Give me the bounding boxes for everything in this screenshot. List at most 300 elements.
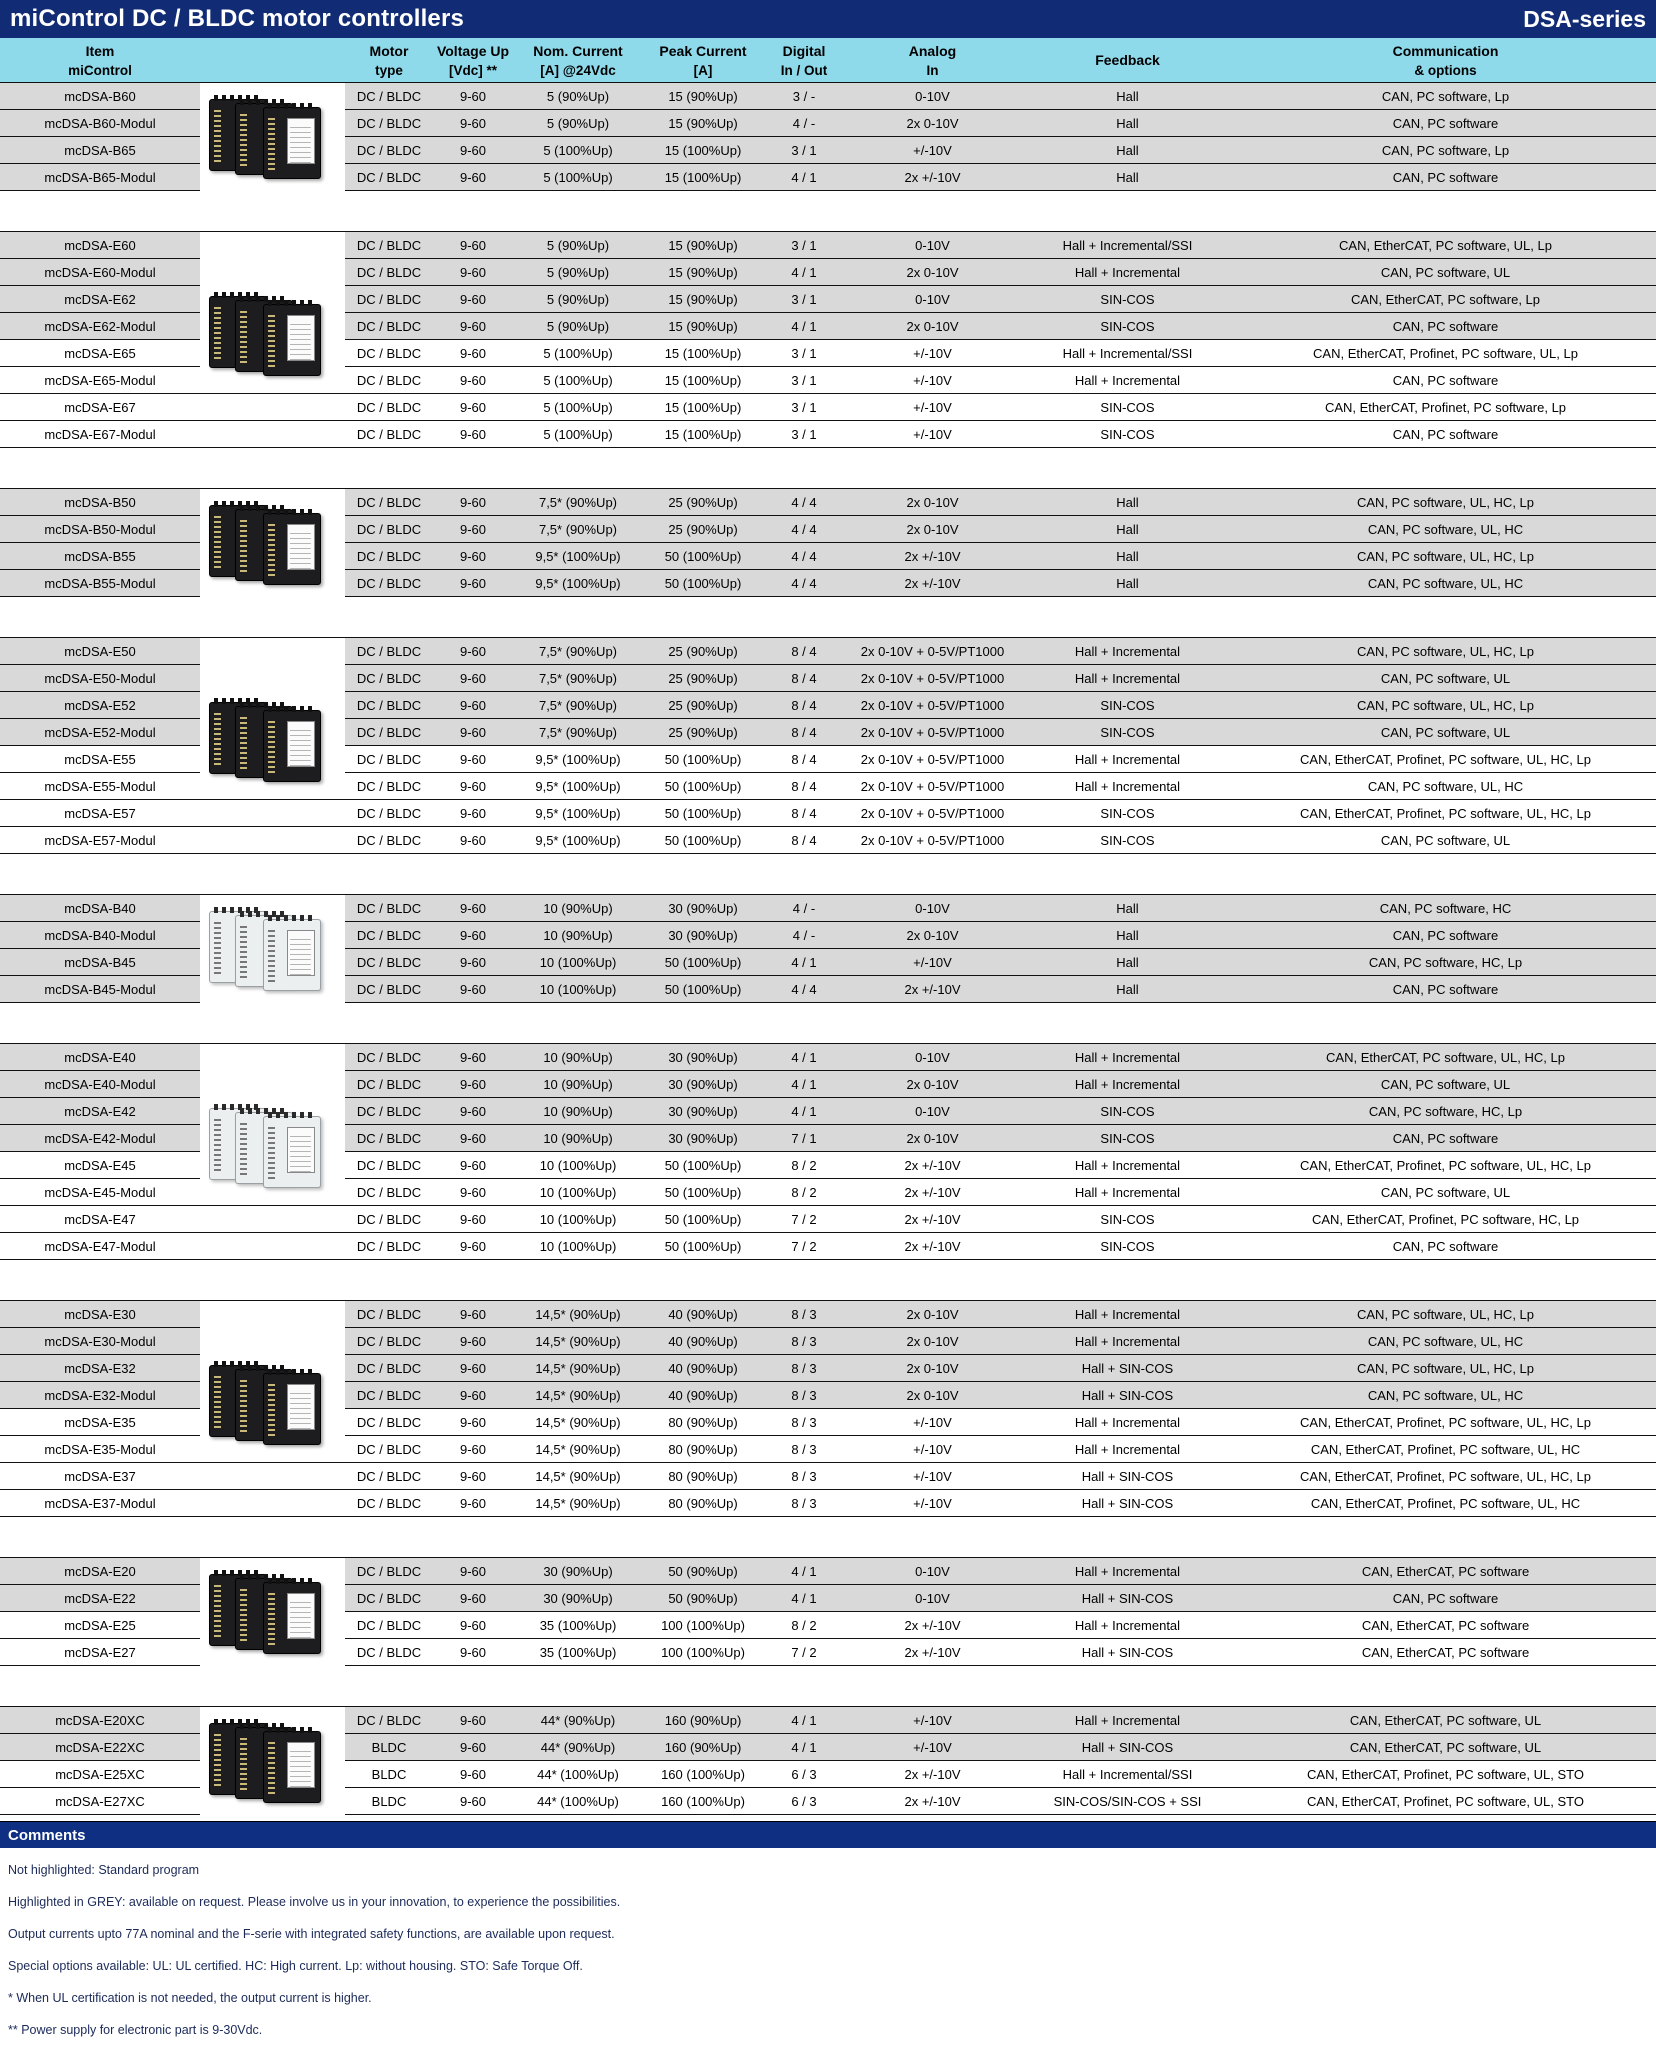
cell-peak-current: 40 (90%Up) xyxy=(668,1387,738,1403)
cell-nom-current: 14,5* (90%Up) xyxy=(535,1414,621,1430)
cell-digital-io: 8 / 3 xyxy=(791,1468,817,1484)
cell-feedback: Hall + SIN-COS xyxy=(1081,1590,1174,1606)
cell-analog-in: +/-10V xyxy=(913,426,952,442)
page-title: miControl DC / BLDC motor controllers xyxy=(10,5,465,32)
group-gap xyxy=(0,1003,1656,1043)
cell-feedback: Hall xyxy=(1116,142,1139,158)
cell-feedback: Hall + Incremental/SSI xyxy=(1062,345,1193,361)
cell-motor-type: DC / BLDC xyxy=(356,900,422,916)
cell-voltage: 9-60 xyxy=(459,426,487,442)
cell-analog-in: 2x 0-10V + 0-5V/PT1000 xyxy=(860,697,1005,713)
cell-voltage: 9-60 xyxy=(459,1238,487,1254)
cell-peak-current: 50 (100%Up) xyxy=(664,1184,742,1200)
cell-communication: CAN, PC software, HC, Lp xyxy=(1368,1103,1523,1119)
cell-digital-io: 3 / 1 xyxy=(791,399,817,415)
image-column-spacer xyxy=(200,1206,345,1232)
group-gap xyxy=(0,1260,1656,1300)
product-group xyxy=(0,1557,1656,1666)
cell-feedback: Hall + Incremental xyxy=(1074,1563,1181,1579)
cell-digital-io: 8 / 4 xyxy=(791,697,817,713)
cell-motor-type: DC / BLDC xyxy=(356,372,422,388)
cell-analog-in: +/-10V xyxy=(913,1441,952,1457)
col-header-item: Item miControl xyxy=(68,42,132,78)
cell-nom-current: 30 (90%Up) xyxy=(543,1590,613,1606)
cell-motor-type: DC / BLDC xyxy=(356,399,422,415)
cell-nom-current: 10 (100%Up) xyxy=(539,1211,617,1227)
column-header-row xyxy=(0,38,1656,82)
cell-feedback: Hall + SIN-COS xyxy=(1081,1360,1174,1376)
col-header-peak-current: Peak Current [A] xyxy=(659,42,747,78)
cell-voltage: 9-60 xyxy=(459,1766,487,1782)
cell-peak-current: 80 (90%Up) xyxy=(668,1414,738,1430)
cell-feedback: Hall + Incremental/SSI xyxy=(1062,1766,1193,1782)
cell-digital-io: 4 / - xyxy=(792,927,816,943)
col-header-image-spacer xyxy=(200,38,345,82)
cell-analog-in: +/-10V xyxy=(913,345,952,361)
cell-voltage: 9-60 xyxy=(459,1793,487,1809)
cell-voltage: 9-60 xyxy=(459,643,487,659)
cell-communication: CAN, PC software, UL xyxy=(1380,670,1511,686)
cell-motor-type: DC / BLDC xyxy=(356,142,422,158)
cell-feedback: SIN-COS/SIN-COS + SSI xyxy=(1053,1793,1202,1809)
col-header-feedback: Feedback xyxy=(1095,52,1160,68)
cell-communication: CAN, PC software, UL xyxy=(1380,1184,1511,1200)
cell-motor-type: DC / BLDC xyxy=(356,1441,422,1457)
cell-peak-current: 30 (90%Up) xyxy=(668,1076,738,1092)
cell-communication: CAN, EtherCAT, Profinet, PC software, Lp xyxy=(1324,399,1567,415)
cell-feedback: Hall xyxy=(1116,981,1139,997)
cell-analog-in: 2x +/-10V xyxy=(904,1766,961,1782)
cell-item: mcDSA-E50 xyxy=(64,643,136,659)
cell-communication: CAN, PC software xyxy=(1392,1590,1499,1606)
comments-title: Comments xyxy=(8,1826,86,1844)
cell-item: mcDSA-E32-Modul xyxy=(44,1387,156,1403)
cell-nom-current: 10 (100%Up) xyxy=(539,1184,617,1200)
cell-analog-in: 2x 0-10V + 0-5V/PT1000 xyxy=(860,724,1005,740)
cell-feedback: Hall + Incremental xyxy=(1074,372,1181,388)
cell-analog-in: +/-10V xyxy=(913,1468,952,1484)
cell-communication: CAN, EtherCAT, PC software xyxy=(1361,1617,1530,1633)
cell-analog-in: 2x 0-10V + 0-5V/PT1000 xyxy=(860,832,1005,848)
cell-digital-io: 3 / 1 xyxy=(791,237,817,253)
cell-feedback: Hall + Incremental xyxy=(1074,751,1181,767)
cell-feedback: SIN-COS xyxy=(1100,318,1155,334)
cell-peak-current: 30 (90%Up) xyxy=(668,1103,738,1119)
table-row xyxy=(0,421,1656,448)
cell-peak-current: 80 (90%Up) xyxy=(668,1495,738,1511)
cell-motor-type: DC / BLDC xyxy=(356,981,422,997)
cell-feedback: Hall + SIN-COS xyxy=(1081,1387,1174,1403)
cell-motor-type: DC / BLDC xyxy=(356,927,422,943)
table-row xyxy=(0,1206,1656,1233)
cell-feedback: SIN-COS xyxy=(1100,1211,1155,1227)
cell-motor-type: DC / BLDC xyxy=(356,1157,422,1173)
cell-item: mcDSA-B40 xyxy=(64,900,136,916)
cell-digital-io: 8 / 2 xyxy=(791,1617,817,1633)
cell-item: mcDSA-E62 xyxy=(64,291,136,307)
cell-feedback: Hall + Incremental xyxy=(1074,643,1181,659)
comment-line: * When UL certification is not needed, the output current is higher. xyxy=(8,1991,372,2005)
cell-feedback: Hall + SIN-COS xyxy=(1081,1468,1174,1484)
cell-item: mcDSA-E52-Modul xyxy=(44,724,156,740)
cell-voltage: 9-60 xyxy=(459,345,487,361)
cell-motor-type: DC / BLDC xyxy=(356,1414,422,1430)
cell-peak-current: 160 (100%Up) xyxy=(661,1766,745,1782)
cell-nom-current: 5 (90%Up) xyxy=(546,291,610,307)
cell-motor-type: DC / BLDC xyxy=(356,1130,422,1146)
cell-peak-current: 15 (100%Up) xyxy=(664,169,742,185)
cell-communication: CAN, EtherCAT, Profinet, PC software, UL, HC xyxy=(1310,1495,1581,1511)
cell-motor-type: DC / BLDC xyxy=(356,521,422,537)
cell-voltage: 9-60 xyxy=(459,264,487,280)
cell-nom-current: 44* (100%Up) xyxy=(537,1793,619,1809)
cell-voltage: 9-60 xyxy=(459,1157,487,1173)
cell-feedback: Hall xyxy=(1116,575,1139,591)
cell-peak-current: 160 (100%Up) xyxy=(661,1793,745,1809)
cell-voltage: 9-60 xyxy=(459,1563,487,1579)
cell-nom-current: 9,5* (100%Up) xyxy=(535,575,621,591)
cell-motor-type: DC / BLDC xyxy=(356,1076,422,1092)
cell-digital-io: 3 / - xyxy=(792,88,816,104)
cell-peak-current: 30 (90%Up) xyxy=(668,900,738,916)
cell-analog-in: 2x 0-10V xyxy=(906,264,959,280)
cell-communication: CAN, PC software, UL, HC, Lp xyxy=(1357,697,1534,713)
cell-analog-in: 2x 0-10V xyxy=(906,115,959,131)
cell-item: mcDSA-E67 xyxy=(64,399,136,415)
cell-communication: CAN, PC software, UL, HC, Lp xyxy=(1357,494,1534,510)
table-row xyxy=(0,1233,1656,1260)
cell-communication: CAN, PC software xyxy=(1392,927,1499,943)
product-group xyxy=(0,894,1656,1003)
cell-analog-in: 2x 0-10V xyxy=(906,1130,959,1146)
cell-peak-current: 25 (90%Up) xyxy=(668,697,738,713)
cell-motor-type: DC / BLDC xyxy=(356,88,422,104)
cell-digital-io: 4 / 1 xyxy=(791,954,817,970)
cell-nom-current: 10 (100%Up) xyxy=(539,1157,617,1173)
cell-item: mcDSA-E22 xyxy=(64,1590,136,1606)
cell-nom-current: 5 (100%Up) xyxy=(543,372,613,388)
cell-analog-in: 2x 0-10V + 0-5V/PT1000 xyxy=(860,643,1005,659)
cell-motor-type: DC / BLDC xyxy=(356,169,422,185)
cell-feedback: SIN-COS xyxy=(1100,1130,1155,1146)
cell-nom-current: 14,5* (90%Up) xyxy=(535,1468,621,1484)
cell-voltage: 9-60 xyxy=(459,1211,487,1227)
product-image xyxy=(200,83,345,191)
cell-motor-type: DC / BLDC xyxy=(356,1644,422,1660)
cell-voltage: 9-60 xyxy=(459,1495,487,1511)
cell-item: mcDSA-B55-Modul xyxy=(44,575,156,591)
cell-motor-type: DC / BLDC xyxy=(356,1184,422,1200)
cell-nom-current: 14,5* (90%Up) xyxy=(535,1360,621,1376)
col-header-voltage: Voltage Up [Vdc] ** xyxy=(436,42,510,78)
cell-peak-current: 160 (90%Up) xyxy=(664,1739,742,1755)
cell-communication: CAN, PC software xyxy=(1392,1238,1499,1254)
table-row xyxy=(0,1463,1656,1490)
cell-analog-in: 2x +/-10V xyxy=(904,981,961,997)
cell-motor-type: DC / BLDC xyxy=(356,1333,422,1349)
cell-analog-in: 2x +/-10V xyxy=(904,1793,961,1809)
cell-peak-current: 15 (90%Up) xyxy=(668,264,738,280)
cell-analog-in: +/-10V xyxy=(913,372,952,388)
image-column-spacer xyxy=(200,1463,345,1489)
cell-nom-current: 9,5* (100%Up) xyxy=(535,778,621,794)
cell-motor-type: DC / BLDC xyxy=(356,1617,422,1633)
cell-item: mcDSA-E37-Modul xyxy=(44,1495,156,1511)
cell-peak-current: 80 (90%Up) xyxy=(668,1441,738,1457)
cell-nom-current: 5 (90%Up) xyxy=(546,88,610,104)
cell-communication: CAN, PC software, UL, HC, Lp xyxy=(1357,548,1534,564)
cell-motor-type: DC / BLDC xyxy=(356,291,422,307)
cell-voltage: 9-60 xyxy=(459,724,487,740)
cell-feedback: Hall xyxy=(1116,900,1139,916)
cell-item: mcDSA-B40-Modul xyxy=(44,927,156,943)
cell-voltage: 9-60 xyxy=(459,1590,487,1606)
cell-feedback: SIN-COS xyxy=(1100,291,1155,307)
cell-analog-in: +/-10V xyxy=(913,1414,952,1430)
cell-feedback: Hall + Incremental xyxy=(1074,1306,1181,1322)
image-column-spacer xyxy=(200,827,345,853)
cell-nom-current: 5 (100%Up) xyxy=(543,345,613,361)
cell-digital-io: 4 / 1 xyxy=(791,318,817,334)
cell-communication: CAN, PC software, HC xyxy=(1379,900,1512,916)
cell-nom-current: 10 (90%Up) xyxy=(543,1130,613,1146)
col-header-digital-io: Digital In / Out xyxy=(780,42,828,78)
cell-item: mcDSA-B45 xyxy=(64,954,136,970)
cell-digital-io: 4 / 1 xyxy=(791,1076,817,1092)
cell-feedback: SIN-COS xyxy=(1100,832,1155,848)
cell-motor-type: DC / BLDC xyxy=(356,575,422,591)
cell-analog-in: +/-10V xyxy=(913,142,952,158)
cell-nom-current: 10 (90%Up) xyxy=(543,1049,613,1065)
cell-peak-current: 50 (100%Up) xyxy=(664,575,742,591)
cell-item: mcDSA-E57-Modul xyxy=(44,832,156,848)
cell-digital-io: 8 / 4 xyxy=(791,670,817,686)
comment-line: Output currents upto 77A nominal and the F-serie with integrated safety functions, are available upon request. xyxy=(8,1927,615,1941)
cell-motor-type: DC / BLDC xyxy=(356,345,422,361)
cell-nom-current: 10 (100%Up) xyxy=(539,1238,617,1254)
cell-communication: CAN, PC software, UL xyxy=(1380,1076,1511,1092)
cell-voltage: 9-60 xyxy=(459,318,487,334)
cell-voltage: 9-60 xyxy=(459,115,487,131)
cell-item: mcDSA-E65 xyxy=(64,345,136,361)
cell-nom-current: 7,5* (90%Up) xyxy=(538,697,618,713)
cell-peak-current: 100 (100%Up) xyxy=(661,1617,745,1633)
cell-communication: CAN, PC software, UL, HC xyxy=(1367,521,1524,537)
cell-digital-io: 6 / 3 xyxy=(791,1793,817,1809)
cell-item: mcDSA-E52 xyxy=(64,697,136,713)
cell-digital-io: 8 / 3 xyxy=(791,1333,817,1349)
cell-analog-in: 2x +/-10V xyxy=(904,1617,961,1633)
cell-nom-current: 10 (90%Up) xyxy=(543,927,613,943)
cell-nom-current: 35 (100%Up) xyxy=(539,1644,617,1660)
cell-peak-current: 40 (90%Up) xyxy=(668,1306,738,1322)
cell-analog-in: 2x 0-10V + 0-5V/PT1000 xyxy=(860,670,1005,686)
cell-voltage: 9-60 xyxy=(459,494,487,510)
cell-motor-type: DC / BLDC xyxy=(356,1238,422,1254)
cell-digital-io: 8 / 4 xyxy=(791,724,817,740)
cell-feedback: Hall + Incremental xyxy=(1074,670,1181,686)
cell-voltage: 9-60 xyxy=(459,1103,487,1119)
cell-item: mcDSA-E35-Modul xyxy=(44,1441,156,1457)
cell-voltage: 9-60 xyxy=(459,981,487,997)
cell-communication: CAN, EtherCAT, PC software xyxy=(1361,1644,1530,1660)
cell-item: mcDSA-E55-Modul xyxy=(44,778,156,794)
product-group xyxy=(0,488,1656,597)
cell-motor-type: DC / BLDC xyxy=(356,1387,422,1403)
cell-motor-type: DC / BLDC xyxy=(356,1049,422,1065)
cell-motor-type: DC / BLDC xyxy=(356,1590,422,1606)
cell-digital-io: 7 / 2 xyxy=(791,1238,817,1254)
cell-feedback: Hall xyxy=(1116,169,1139,185)
cell-item: mcDSA-B60 xyxy=(64,88,136,104)
col-header-communication: Communication & options xyxy=(1392,42,1499,78)
cell-communication: CAN, PC software, UL xyxy=(1380,832,1511,848)
product-group xyxy=(0,637,1656,854)
cell-item: mcDSA-E62-Modul xyxy=(44,318,156,334)
cell-item: mcDSA-E20 xyxy=(64,1563,136,1579)
cell-voltage: 9-60 xyxy=(459,805,487,821)
comment-line: ** Power supply for electronic part is 9-30Vdc. xyxy=(8,2023,263,2037)
cell-item: mcDSA-E40 xyxy=(64,1049,136,1065)
cell-voltage: 9-60 xyxy=(459,778,487,794)
product-table xyxy=(0,82,1656,1815)
cell-digital-io: 4 / 4 xyxy=(791,575,817,591)
cell-motor-type: DC / BLDC xyxy=(356,670,422,686)
cell-peak-current: 15 (90%Up) xyxy=(668,88,738,104)
cell-peak-current: 15 (90%Up) xyxy=(668,318,738,334)
cell-nom-current: 7,5* (90%Up) xyxy=(538,494,618,510)
cell-item: mcDSA-E27 xyxy=(64,1644,136,1660)
cell-voltage: 9-60 xyxy=(459,1414,487,1430)
cell-nom-current: 10 (90%Up) xyxy=(543,1076,613,1092)
cell-digital-io: 4 / - xyxy=(792,115,816,131)
product-image xyxy=(200,1301,345,1453)
cell-analog-in: +/-10V xyxy=(913,399,952,415)
image-column-spacer xyxy=(200,394,345,420)
cell-voltage: 9-60 xyxy=(459,399,487,415)
cell-item: mcDSA-B65-Modul xyxy=(44,169,156,185)
cell-analog-in: 0-10V xyxy=(915,1563,950,1579)
cell-communication: CAN, EtherCAT, Profinet, PC software, HC, Lp xyxy=(1311,1211,1580,1227)
cell-communication: CAN, EtherCAT, Profinet, PC software, UL, HC, Lp xyxy=(1300,805,1591,821)
cell-item: mcDSA-E60 xyxy=(64,237,136,253)
cell-peak-current: 40 (90%Up) xyxy=(668,1360,738,1376)
cell-digital-io: 4 / 1 xyxy=(791,1739,817,1755)
cell-digital-io: 3 / 1 xyxy=(791,372,817,388)
cell-peak-current: 80 (90%Up) xyxy=(668,1468,738,1484)
product-group xyxy=(0,1706,1656,1815)
cell-nom-current: 35 (100%Up) xyxy=(539,1617,617,1633)
cell-analog-in: 2x 0-10V + 0-5V/PT1000 xyxy=(860,778,1005,794)
cell-peak-current: 50 (100%Up) xyxy=(664,548,742,564)
cell-digital-io: 4 / 1 xyxy=(791,1590,817,1606)
cell-communication: CAN, PC software, Lp xyxy=(1381,142,1510,158)
cell-nom-current: 44* (90%Up) xyxy=(540,1712,616,1728)
cell-feedback: Hall + Incremental xyxy=(1074,1333,1181,1349)
cell-digital-io: 3 / 1 xyxy=(791,291,817,307)
cell-feedback: SIN-COS xyxy=(1100,805,1155,821)
cell-item: mcDSA-E45-Modul xyxy=(44,1184,156,1200)
cell-analog-in: 2x 0-10V xyxy=(906,494,959,510)
cell-feedback: Hall + Incremental xyxy=(1074,1441,1181,1457)
cell-digital-io: 8 / 4 xyxy=(791,805,817,821)
cell-communication: CAN, PC software, UL xyxy=(1380,264,1511,280)
cell-peak-current: 25 (90%Up) xyxy=(668,670,738,686)
cell-motor-type: DC / BLDC xyxy=(356,805,422,821)
cell-analog-in: 2x 0-10V xyxy=(906,1076,959,1092)
cell-nom-current: 10 (100%Up) xyxy=(539,981,617,997)
cell-peak-current: 50 (90%Up) xyxy=(668,1590,738,1606)
cell-motor-type: DC / BLDC xyxy=(356,1211,422,1227)
cell-communication: CAN, EtherCAT, PC software, UL xyxy=(1349,1739,1542,1755)
cell-feedback: SIN-COS xyxy=(1100,697,1155,713)
cell-analog-in: +/-10V xyxy=(913,1495,952,1511)
cell-analog-in: 2x 0-10V + 0-5V/PT1000 xyxy=(860,805,1005,821)
cell-communication: CAN, EtherCAT, Profinet, PC software, UL, STO xyxy=(1307,1766,1584,1782)
cell-peak-current: 50 (100%Up) xyxy=(664,778,742,794)
cell-digital-io: 4 / 1 xyxy=(791,264,817,280)
table-row xyxy=(0,1490,1656,1517)
cell-analog-in: 2x 0-10V xyxy=(906,1333,959,1349)
group-gap xyxy=(0,854,1656,894)
cell-nom-current: 9,5* (100%Up) xyxy=(535,832,621,848)
cell-communication: CAN, EtherCAT, Profinet, PC software, UL, HC xyxy=(1310,1441,1581,1457)
cell-communication: CAN, EtherCAT, PC software, UL xyxy=(1349,1712,1542,1728)
col-header-analog-in: Analog In xyxy=(908,42,957,78)
cell-nom-current: 7,5* (90%Up) xyxy=(538,521,618,537)
cell-feedback: Hall + Incremental xyxy=(1074,1049,1181,1065)
table-row xyxy=(0,394,1656,421)
cell-feedback: Hall xyxy=(1116,548,1139,564)
comment-line: Special options available: UL: UL certified. HC: High current. Lp: without housing. STO: Safe Torque Off. xyxy=(8,1959,583,1973)
cell-voltage: 9-60 xyxy=(459,372,487,388)
cell-digital-io: 4 / 1 xyxy=(791,1563,817,1579)
cell-digital-io: 7 / 2 xyxy=(791,1211,817,1227)
cell-communication: CAN, PC software xyxy=(1392,318,1499,334)
cell-voltage: 9-60 xyxy=(459,1468,487,1484)
cell-feedback: Hall + Incremental xyxy=(1074,1157,1181,1173)
cell-feedback: Hall xyxy=(1116,954,1139,970)
cell-peak-current: 25 (90%Up) xyxy=(668,724,738,740)
cell-motor-type: DC / BLDC xyxy=(356,494,422,510)
cell-analog-in: 2x +/-10V xyxy=(904,1211,961,1227)
cell-motor-type: DC / BLDC xyxy=(356,237,422,253)
cell-voltage: 9-60 xyxy=(459,1076,487,1092)
cell-digital-io: 8 / 3 xyxy=(791,1414,817,1430)
cell-analog-in: 2x 0-10V xyxy=(906,318,959,334)
cell-analog-in: 2x 0-10V xyxy=(906,927,959,943)
cell-motor-type: DC / BLDC xyxy=(356,1563,422,1579)
cell-communication: CAN, PC software, UL, HC xyxy=(1367,1387,1524,1403)
cell-digital-io: 4 / 1 xyxy=(791,1103,817,1119)
cell-voltage: 9-60 xyxy=(459,88,487,104)
cell-analog-in: 0-10V xyxy=(915,291,950,307)
cell-digital-io: 8 / 2 xyxy=(791,1157,817,1173)
cell-voltage: 9-60 xyxy=(459,832,487,848)
cell-voltage: 9-60 xyxy=(459,1712,487,1728)
cell-peak-current: 100 (100%Up) xyxy=(661,1644,745,1660)
cell-nom-current: 5 (90%Up) xyxy=(546,264,610,280)
cell-digital-io: 4 / 4 xyxy=(791,548,817,564)
cell-nom-current: 14,5* (90%Up) xyxy=(535,1495,621,1511)
cell-nom-current: 9,5* (100%Up) xyxy=(535,548,621,564)
cell-item: mcDSA-E32 xyxy=(64,1360,136,1376)
cell-communication: CAN, EtherCAT, PC software, UL, HC, Lp xyxy=(1326,1049,1565,1065)
cell-communication: CAN, EtherCAT, Profinet, PC software, UL, HC, Lp xyxy=(1300,1157,1591,1173)
cell-nom-current: 7,5* (90%Up) xyxy=(538,670,618,686)
cell-item: mcDSA-E47 xyxy=(64,1211,136,1227)
cell-digital-io: 3 / 1 xyxy=(791,426,817,442)
